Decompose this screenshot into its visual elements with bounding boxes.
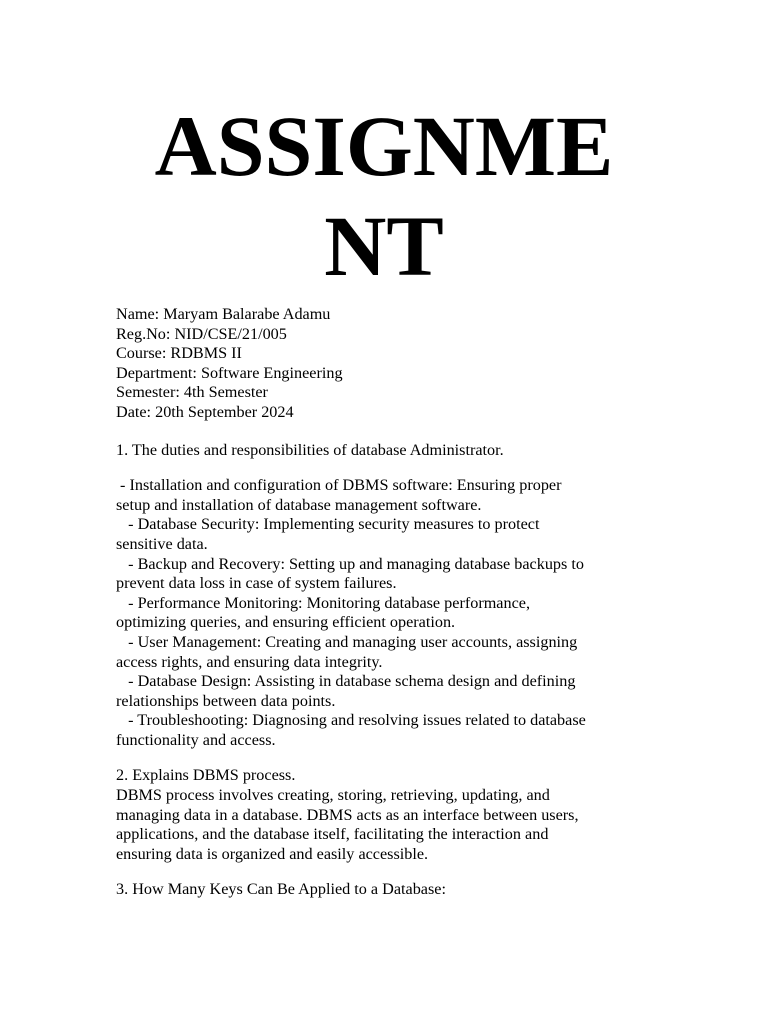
q1-line: - Troubleshooting: Diagnosing and resolving issues related to database [116,711,586,730]
info-semester: Semester: 4th Semester [116,383,268,402]
title-line-2: NT [324,198,444,294]
question-1-section [116,441,656,751]
document-title [0,96,768,296]
q1-line: relationships between data points. [116,691,336,710]
student-info [116,305,656,423]
info-reg-no: Reg.No: NID/CSE/21/005 [116,324,287,343]
q1-line: optimizing queries, and ensuring efficient operation. [116,613,456,632]
question-2-section [116,766,656,864]
info-course: Course: RDBMS II [116,344,242,363]
q1-line: access rights, and ensuring data integrity. [116,652,383,671]
q1-line: - Performance Monitoring: Monitoring database performance, [116,593,530,612]
q2-line: applications, and the database itself, facilitating the interaction and [116,825,549,844]
q1-line: setup and installation of database management software. [116,495,482,514]
q1-line: functionality and access. [116,730,276,749]
q1-line: - Backup and Recovery: Setting up and managing database backups to [116,554,584,573]
q1-line: sensitive data. [116,534,208,553]
question-3-heading: 3. How Many Keys Can Be Applied to a Database: [116,880,446,899]
q2-line: DBMS process involves creating, storing, retrieving, updating, and [116,786,550,805]
q2-line: ensuring data is organized and easily accessible. [116,844,429,863]
q1-line: - Database Security: Implementing security measures to protect [116,515,540,534]
question-3-section [116,880,656,900]
info-name: Name: Maryam Balarabe Adamu [116,305,331,323]
q1-line: prevent data loss in case of system failures. [116,574,397,593]
info-department: Department: Software Engineering [116,363,343,382]
info-date: Date: 20th September 2024 [116,402,294,421]
document-body [116,305,656,900]
question-2-heading: 2. Explains DBMS process. [116,766,296,785]
q2-line: managing data in a database. DBMS acts as an interface between users, [116,805,579,824]
q1-line: - Database Design: Assisting in database schema design and defining [116,672,576,691]
question-1-heading: 1. The duties and responsibilities of database Administrator. [116,440,504,459]
q1-line: - User Management: Creating and managing user accounts, assigning [116,632,578,651]
title-line-1: ASSIGNME [154,98,614,194]
q1-line: - Installation and configuration of DBMS software: Ensuring proper [116,476,562,495]
